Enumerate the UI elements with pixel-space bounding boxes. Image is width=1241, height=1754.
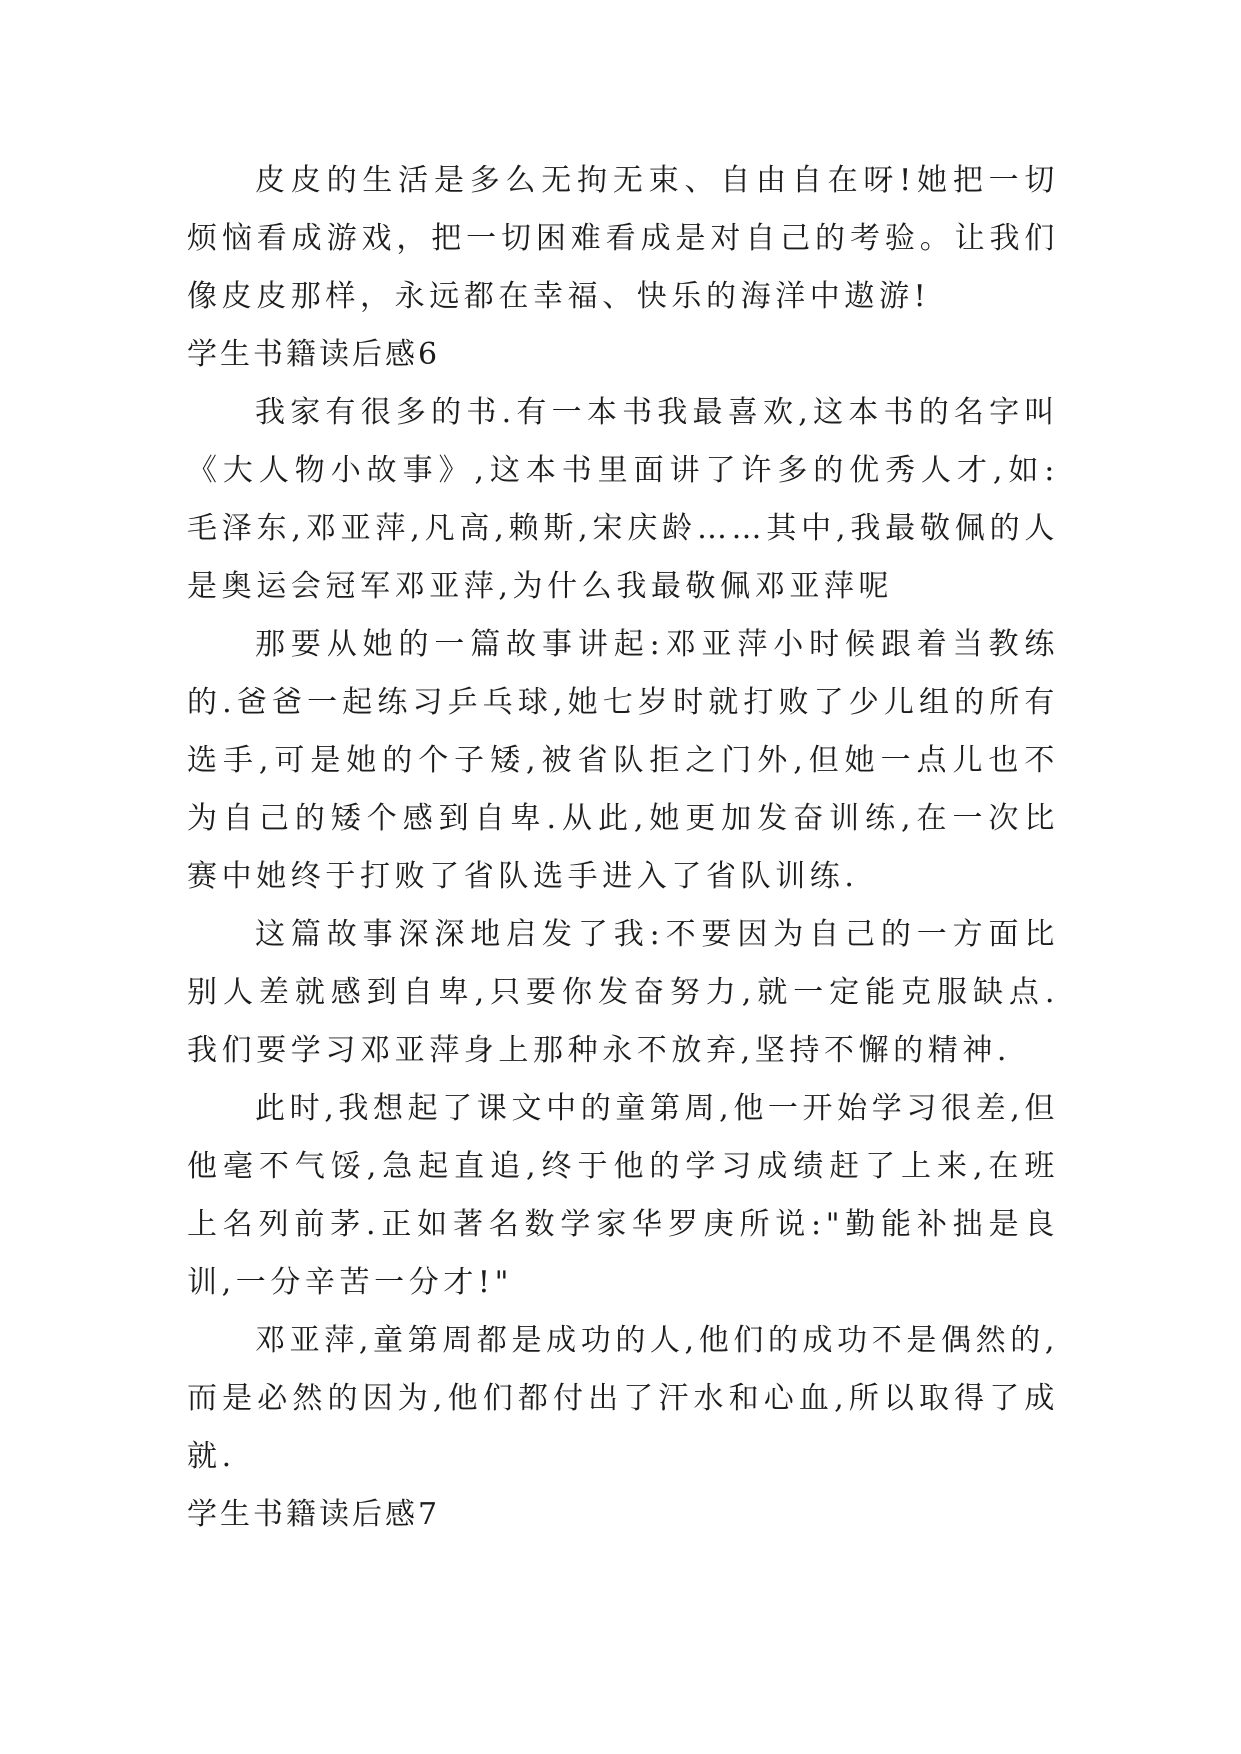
paragraph: 此时,我想起了课文中的童第周,他一开始学习很差,但他毫不气馁,急起直追,终于他的学习成绩赶了上来,在班上名列前茅.正如著名数学家华罗庚所说:"勤能补拙是良训,一分辛苦一分才!" (187, 1091, 1059, 1300)
body-text (187, 152, 1059, 1544)
paragraph: 我家有很多的书.有一本书我最喜欢,这本书的名字叫《大人物小故事》,这本书里面讲了许多的优秀人才,如:毛泽东,邓亚萍,凡高,赖斯,宋庆龄……其中,我最敬佩的人是奥运会冠军邓亚萍,为什么我最敬佩邓亚萍呢 (187, 395, 1059, 604)
paragraph: 那要从她的一篇故事讲起:邓亚萍小时候跟着当教练的.爸爸一起练习乒乓球,她七岁时就打败了少儿组的所有选手,可是她的个子矮,被省队拒之门外,但她一点儿也不为自己的矮个感到自卑.从此,她更加发奋训练,在一次比赛中她终于打败了省队选手进入了省队训练. (187, 627, 1059, 894)
paragraph: 邓亚萍,童第周都是成功的人,他们的成功不是偶然的,而是必然的因为,他们都付出了汗水和心血,所以取得了成就. (187, 1323, 1059, 1474)
section-heading-6: 学生书籍读后感6 (187, 337, 441, 372)
section-heading-7: 学生书籍读后感7 (187, 1497, 441, 1532)
paragraph: 这篇故事深深地启发了我:不要因为自己的一方面比别人差就感到自卑,只要你发奋努力,就一定能克服缺点.我们要学习邓亚萍身上那种永不放弃,坚持不懈的精神. (187, 917, 1059, 1068)
intro-paragraph: 皮皮的生活是多么无拘无束、自由自在呀!她把一切烦恼看成游戏，把一切困难看成是对自己的考验。让我们像皮皮那样，永远都在幸福、快乐的海洋中遨游! (187, 163, 1059, 314)
